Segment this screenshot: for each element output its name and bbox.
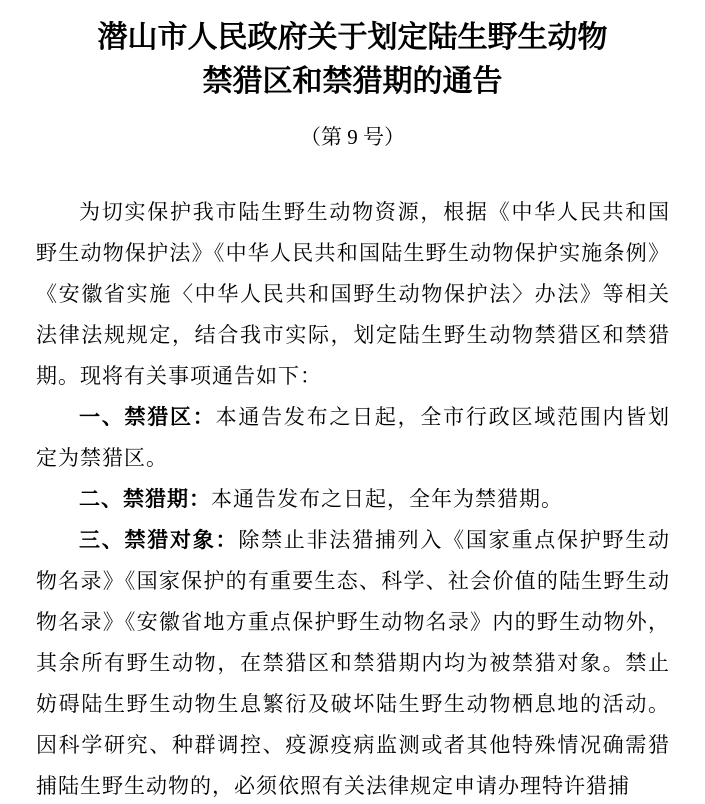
document-body xyxy=(0,192,705,804)
document-page xyxy=(0,16,705,804)
document-number: （第 9 号） xyxy=(300,125,405,149)
paragraph-section-3 xyxy=(36,520,670,804)
document-title xyxy=(0,16,705,104)
section-1-text: 本通告发布之日起，全市行政区域范围内皆划定为禁猎区。 xyxy=(36,405,671,470)
section-3-heading: 三、禁猎对象： xyxy=(79,529,239,552)
paragraph-section-1 xyxy=(36,397,670,479)
section-3-text: 除禁止非法猎捕列入《国家重点保护野生动物名录》《国家保护的有重要生态、科学、社会价值的陆生野生动物名录》《安徽省地方重点保护野生动物名录》内的野生动物外，其余所有野生动物，在禁猎区和禁猎期内均为被禁猎对象。禁止妨碍陆生野生动物生息繁衍及破坏陆生野生动物栖息地的活动。因科学研究、种群调控、疫源疫病监测或者其他特殊情况确需猎捕陆生野生动物的，必须依照有关法律规定申请办理特许猎捕 xyxy=(36,528,671,798)
paragraph-section-2 xyxy=(36,479,670,520)
paragraph-intro xyxy=(36,192,670,397)
title-line-2: 禁猎区和禁猎期的通告 xyxy=(202,65,503,98)
paragraph-intro-text: 为切实保护我市陆生野生动物资源，根据《中华人民共和国野生动物保护法》《中华人民共和国陆生野生动物保护实施条例》《安徽省实施〈中华人民共和国野生动物保护法〉办法》等相关法律法规规定，结合我市实际，划定陆生野生动物禁猎区和禁猎期。现将有关事项通告如下： xyxy=(36,200,670,388)
section-1-heading: 一、禁猎区： xyxy=(79,406,216,429)
section-2-text: 本通告发布之日起，全年为禁猎期。 xyxy=(211,487,563,511)
title-line-1: 潜山市人民政府关于划定陆生野生动物 xyxy=(97,21,608,54)
section-2-heading: 二、禁猎期： xyxy=(79,488,211,511)
